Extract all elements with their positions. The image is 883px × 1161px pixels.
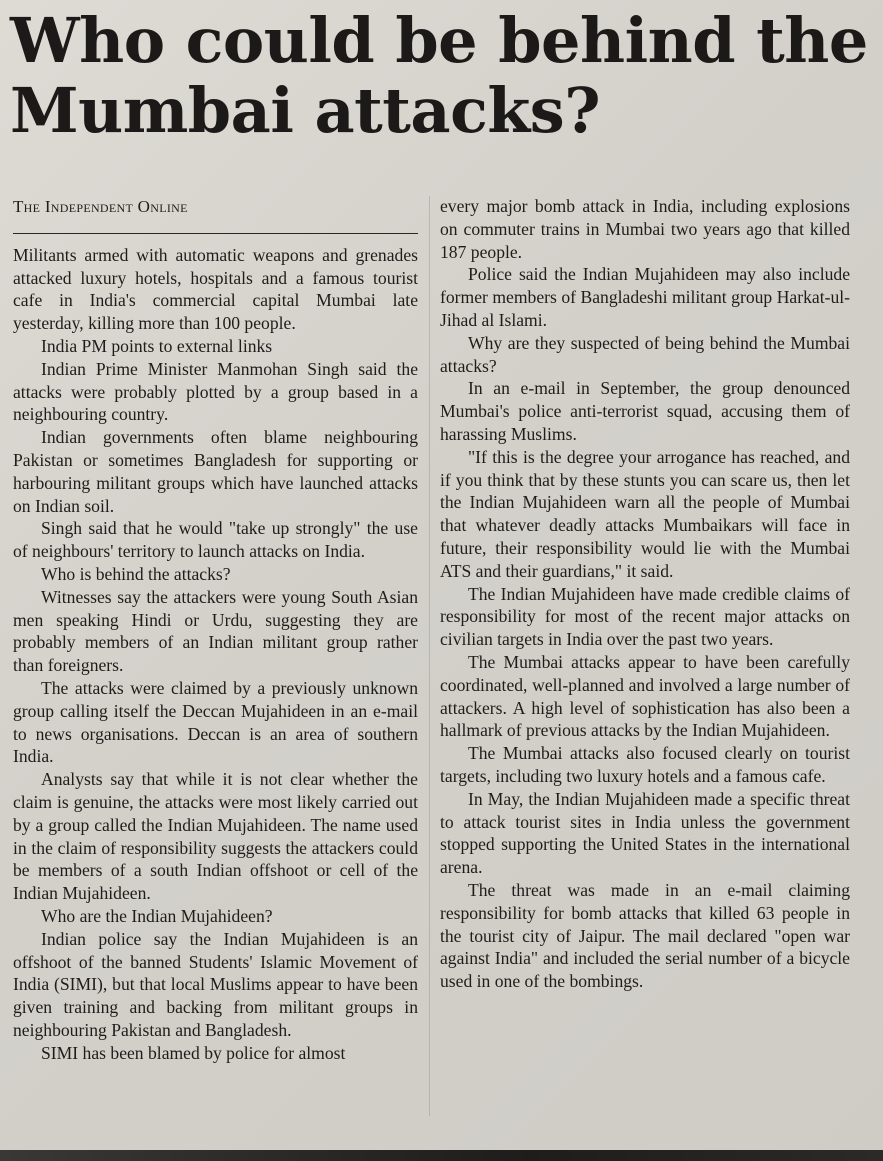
paragraph: Witnesses say the attackers were young South Asian men speaking Hindi or Urdu, suggesting they are probably members of an Indian militant group rather than foreigners. (13, 586, 418, 676)
paragraph: Indian police say the Indian Mujahideen is an offshoot of the banned Students' Islamic Movement of India (SIMI), but that local Muslims appear to have been given training and backing from militant groups in neighbouring Pakistan and Bangladesh. (13, 928, 418, 1040)
bottom-edge-bar (0, 1150, 883, 1161)
subheading: Who is behind the attacks? (41, 563, 231, 584)
paragraph: The Indian Mujahideen have made credible claims of responsibility for most of the recent major attacks on civilian targets in India over the past two years. (440, 583, 850, 650)
paragraph: The threat was made in an e-mail claiming responsibility for bomb attacks that killed 63 people in the tourist city of Jaipur. The mail declared "open war against India" and included the serial number of a bicycle used in one of the bombings. (440, 879, 850, 992)
paragraph: Analysts say that while it is not clear whether the claim is genuine, the attacks were most likely carried out by a group called the Indian Mujahideen. The name used in the claim of responsibility suggests the attackers could be members of a south Indian offshoot or cell of the Indian Mujahideen. (13, 769, 418, 904)
left-column (13, 196, 418, 1064)
paragraph: Militants armed with automatic weapons and grenades attacked luxury hotels, hospitals and a famous tourist cafe in India's commercial capital Mumbai late yesterday, killing more than 100 people. (13, 244, 418, 334)
column-divider (429, 196, 430, 1116)
right-column (440, 195, 850, 993)
paragraph: The Mumbai attacks also focused clearly on tourist targets, including two luxury hotels and a famous cafe. (440, 743, 850, 786)
subheading: India PM points to external links (41, 335, 273, 356)
paragraph: The attacks were claimed by a previously unknown group calling itself the Deccan Mujahideen in an e-mail to news organisations. Deccan is an area of southern India. (13, 677, 418, 767)
paragraph: The Mumbai attacks appear to have been carefully coordinated, well-planned and involved a large number of attackers. A high level of sophistication has also been a hallmark of previous attacks by the Indian Mujahideen. (440, 651, 850, 741)
paragraph: Indian Prime Minister Manmohan Singh said the attacks were probably plotted by a group based in a neighbouring country. (13, 358, 418, 425)
subheading: Why are they suspected of being behind the Mumbai attacks? (440, 332, 850, 376)
paragraph: Indian governments often blame neighbouring Pakistan or sometimes Bangladesh for supporting or harbouring militant groups which have launched attacks on Indian soil. (13, 427, 418, 516)
paragraph: every major bomb attack in India, including explosions on commuter trains in Mumbai two years ago that killed 187 people. (440, 196, 850, 262)
paragraph: In May, the Indian Mujahideen made a specific threat to attack tourist sites in India unless the government stopped supporting the United States in the international arena. (440, 788, 850, 878)
quote-paragraph: "If this is the degree your arrogance has reached, and if you think that by these stunts you can scare us, then let the Indian Mujahideen warn all the people of Mumbai that whatever deadly attacks Mumbaikars will face in future, their responsibility would lie with the Mumbai ATS and their guardians," it said. (440, 446, 850, 581)
paragraph: Police said the Indian Mujahideen may also include former members of Bangladeshi militant group Harkat-ul-Jihad al Islami. (440, 264, 850, 330)
byline: The Independent Online (13, 196, 418, 234)
paragraph: Singh said that he would "take up strongly" the use of neighbours' territory to launch attacks on India. (13, 518, 418, 562)
paragraph: SIMI has been blamed by police for almost (41, 1042, 346, 1063)
paragraph: In an e-mail in September, the group denounced Mumbai's police anti-terrorist squad, accusing them of harassing Muslims. (440, 378, 850, 444)
headline: Who could be behind the Mumbai attacks? (10, 4, 868, 147)
subheading: Who are the Indian Mujahideen? (41, 905, 273, 926)
